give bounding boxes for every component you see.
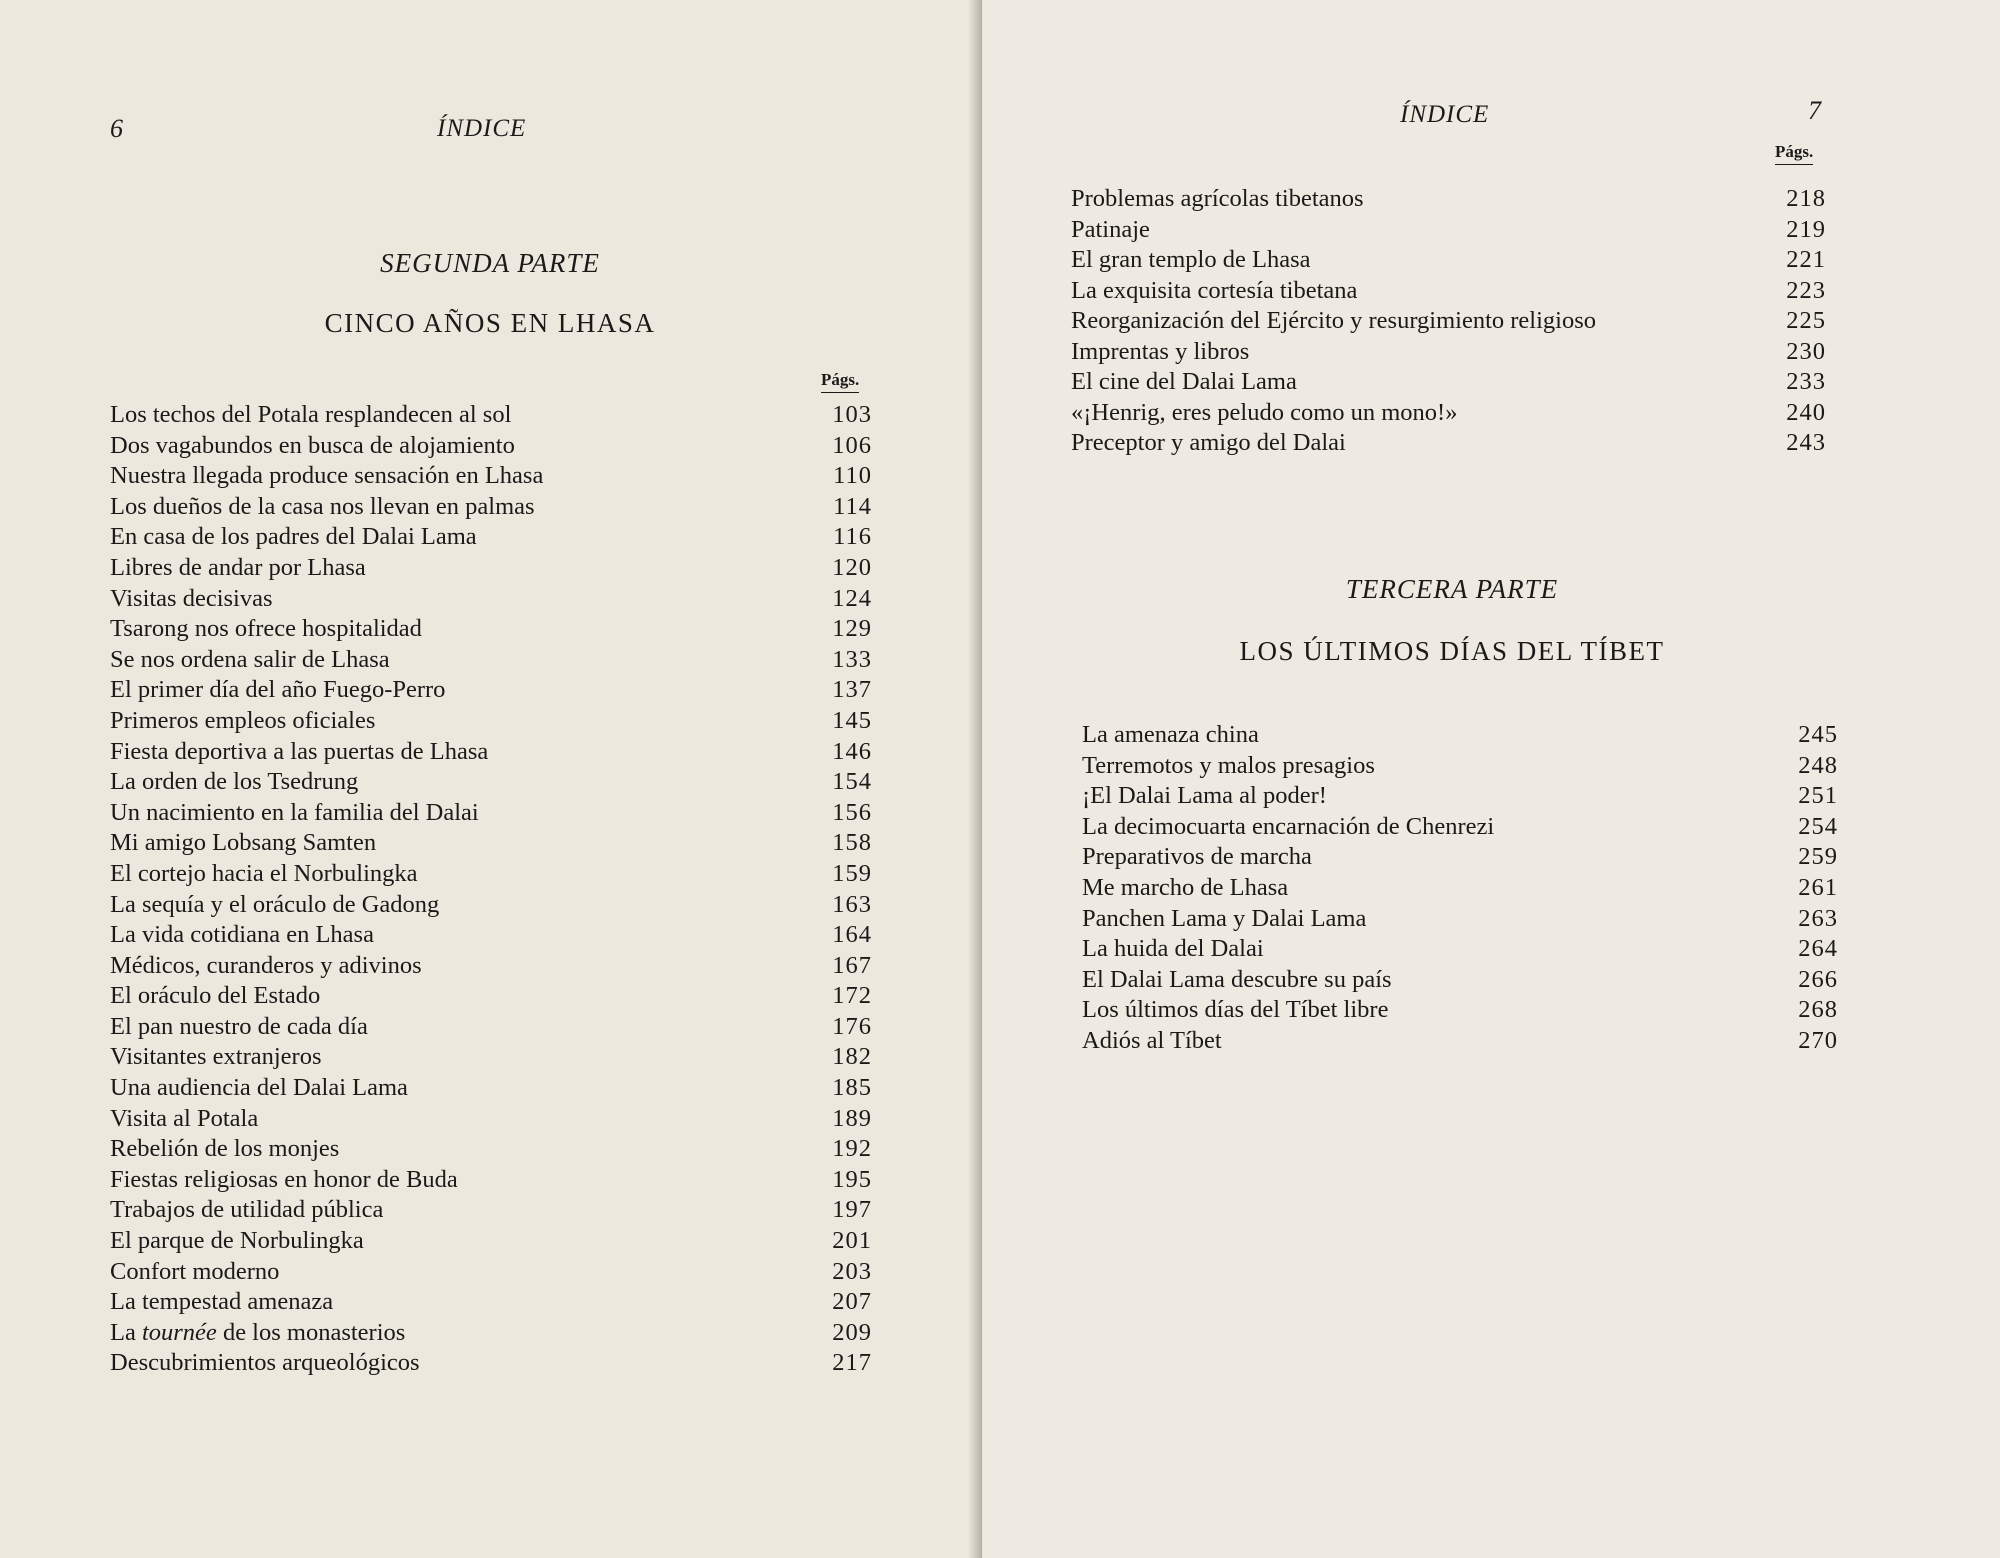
toc-entry-title: Visitas decisivas <box>110 584 273 612</box>
toc-entry-page: 240 <box>1786 398 1826 426</box>
toc-entry-page: 268 <box>1798 996 1838 1024</box>
toc-entry-title: Una audiencia del Dalai Lama <box>110 1074 408 1102</box>
toc-entry-title: Primeros empleos oficiales <box>110 706 376 734</box>
toc-entry-page: 106 <box>832 431 872 459</box>
toc-entry-title: Preparativos de marcha <box>1082 843 1312 871</box>
toc-entry <box>110 645 872 676</box>
toc-entry <box>110 492 872 523</box>
toc-entry <box>1071 306 1826 337</box>
toc-entry-page: 172 <box>832 982 872 1010</box>
toc-entry-page: 223 <box>1786 276 1826 304</box>
toc-entry-page: 201 <box>832 1227 872 1255</box>
toc-entry-page: 217 <box>832 1349 872 1377</box>
toc-entry-page: 219 <box>1786 215 1826 243</box>
table-of-contents-part3 <box>1082 720 1838 1057</box>
toc-entry <box>110 859 872 890</box>
toc-entry <box>110 675 872 706</box>
toc-entry-page: 263 <box>1798 904 1838 932</box>
toc-entry <box>1082 873 1838 904</box>
toc-entry <box>110 828 872 859</box>
toc-entry-title: Rebelión de los monjes <box>110 1135 340 1163</box>
toc-entry-page: 221 <box>1786 246 1826 273</box>
toc-entry <box>110 890 872 921</box>
toc-entry-page: 245 <box>1798 721 1838 748</box>
toc-entry-page: 195 <box>832 1165 872 1193</box>
toc-entry <box>110 1318 872 1349</box>
toc-entry-title: Imprentas y libros <box>1071 337 1250 365</box>
toc-entry-page: 163 <box>832 890 872 918</box>
toc-entry <box>1082 904 1838 935</box>
toc-entry-title: Trabajos de utilidad pública <box>110 1196 384 1224</box>
toc-entry-page: 156 <box>832 798 872 826</box>
toc-entry-title: Descubrimientos arqueológicos <box>110 1349 420 1377</box>
toc-entry-title: El cine del Dalai Lama <box>1071 368 1297 395</box>
toc-entry-page: 266 <box>1798 965 1838 993</box>
toc-entry-page: 167 <box>832 951 872 979</box>
toc-entry-title: El Dalai Lama descubre su país <box>1082 965 1392 993</box>
toc-entry <box>110 1104 872 1135</box>
toc-entry <box>110 767 872 798</box>
toc-entry <box>110 1195 872 1226</box>
pages-column-label: Págs. <box>821 370 859 393</box>
toc-entry <box>110 461 872 492</box>
toc-entry-title: La vida cotidiana en Lhasa <box>110 921 374 949</box>
toc-entry <box>1082 781 1838 812</box>
toc-entry <box>110 553 872 584</box>
part-title: SEGUNDA PARTE <box>380 248 600 278</box>
toc-entry <box>110 1165 872 1196</box>
toc-entry-title: Confort moderno <box>110 1257 280 1285</box>
toc-entry-title: Visita al Potala <box>110 1104 259 1132</box>
toc-entry <box>110 920 872 951</box>
toc-entry-page: 120 <box>832 553 872 581</box>
toc-entry-page: 189 <box>832 1104 872 1132</box>
toc-entry-page: 254 <box>1798 812 1838 840</box>
toc-entry-page: 243 <box>1786 429 1826 456</box>
toc-entry <box>1082 1026 1838 1057</box>
toc-entry-title: ¡El Dalai Lama al poder! <box>1082 782 1327 810</box>
toc-entry-page: 129 <box>832 615 872 643</box>
toc-entry-title: Patinaje <box>1071 215 1150 243</box>
toc-entry <box>1082 934 1838 965</box>
toc-entry-title: Preceptor y amigo del Dalai <box>1071 429 1346 456</box>
toc-entry <box>1082 751 1838 782</box>
toc-entry <box>1071 245 1826 276</box>
toc-entry <box>1071 398 1826 429</box>
toc-entry-title: El gran templo de Lhasa <box>1071 246 1311 273</box>
toc-entry-title: Los últimos días del Tíbet libre <box>1082 996 1389 1024</box>
toc-entry <box>110 737 872 768</box>
toc-entry-page: 182 <box>832 1043 872 1071</box>
toc-entry-page: 154 <box>832 768 872 796</box>
toc-entry-title: Se nos ordena salir de Lhasa <box>110 645 390 673</box>
toc-entry <box>110 584 872 615</box>
toc-entry <box>110 981 872 1012</box>
toc-entry <box>110 951 872 982</box>
toc-entry-page: 133 <box>832 645 872 673</box>
toc-entry-page: 145 <box>832 706 872 734</box>
toc-entry-title: El pan nuestro de cada día <box>110 1012 368 1040</box>
left-page <box>0 0 982 1558</box>
toc-entry <box>1082 812 1838 843</box>
toc-entry-title: Panchen Lama y Dalai Lama <box>1082 904 1367 932</box>
toc-entry-title: Me marcho de Lhasa <box>1082 873 1289 901</box>
toc-entry-title: Problemas agrícolas tibetanos <box>1071 185 1364 212</box>
pages-column-label: Págs. <box>1775 142 1813 165</box>
toc-entry <box>110 1134 872 1165</box>
toc-entry-title: La exquisita cortesía tibetana <box>1071 276 1358 304</box>
toc-entry-page: 159 <box>832 859 872 887</box>
toc-entry <box>1071 215 1826 246</box>
toc-entry-page: 158 <box>832 829 872 857</box>
toc-entry-title: En casa de los padres del Dalai Lama <box>110 523 477 551</box>
toc-entry-title: El parque de Norbulingka <box>110 1227 364 1255</box>
toc-entry-title: Terremotos y malos presagios <box>1082 751 1375 779</box>
toc-entry-title: La tempestad amenaza <box>110 1288 334 1316</box>
toc-entry-title: Los techos del Potala resplandecen al sol <box>110 401 512 428</box>
toc-entry-page: 261 <box>1798 873 1838 901</box>
toc-entry-page: 124 <box>832 584 872 612</box>
toc-entry-title: Visitantes extranjeros <box>110 1043 322 1071</box>
part-subtitle: CINCO AÑOS EN LHASA <box>324 308 656 338</box>
toc-entry-title <box>110 1318 405 1349</box>
toc-entry-title: Fiesta deportiva a las puertas de Lhasa <box>110 737 489 765</box>
toc-entry <box>1082 995 1838 1026</box>
toc-entry-title: La decimocuarta encarnación de Chenrezi <box>1082 812 1495 840</box>
toc-entry-page: 225 <box>1786 307 1826 334</box>
toc-entry-page: 233 <box>1786 368 1826 395</box>
toc-entry <box>1082 842 1838 873</box>
running-head: ÍNDICE <box>1400 101 1490 128</box>
toc-entry <box>110 522 872 553</box>
toc-entry <box>1071 428 1826 459</box>
toc-entry <box>110 400 872 431</box>
toc-entry-page: 146 <box>832 737 872 765</box>
toc-entry-title: Médicos, curanderos y adivinos <box>110 951 422 979</box>
toc-entry-page: 264 <box>1798 935 1838 963</box>
toc-entry <box>110 1226 872 1257</box>
toc-entry-page: 207 <box>832 1288 872 1316</box>
toc-entry-title: Un nacimiento en la familia del Dalai <box>110 798 479 826</box>
toc-entry-page: 259 <box>1798 843 1838 871</box>
toc-entry <box>110 1073 872 1104</box>
toc-entry <box>1071 276 1826 307</box>
toc-entry-title: La sequía y el oráculo de Gadong <box>110 890 440 918</box>
toc-entry-page: 192 <box>832 1135 872 1163</box>
toc-entry-title: Los dueños de la casa nos llevan en palmas <box>110 492 535 520</box>
toc-entry <box>110 1012 872 1043</box>
toc-entry <box>110 706 872 737</box>
toc-entry-title: La amenaza china <box>1082 721 1259 748</box>
toc-entry-page: 164 <box>832 921 872 949</box>
toc-entry-title: Reorganización del Ejército y resurgimiento religioso <box>1071 307 1597 334</box>
page-number: 6 <box>110 114 123 143</box>
toc-entry-title: Tsarong nos ofrece hospitalidad <box>110 615 422 643</box>
toc-entry <box>1071 367 1826 398</box>
toc-entry-title: Libres de andar por Lhasa <box>110 553 366 581</box>
toc-entry <box>110 1348 872 1379</box>
toc-entry-page: 218 <box>1786 185 1826 212</box>
toc-entry-title-post: de los monasterios <box>216 1318 406 1346</box>
toc-entry <box>110 431 872 462</box>
toc-entry <box>110 614 872 645</box>
toc-entry-title: La huida del Dalai <box>1082 935 1264 963</box>
toc-entry-page: 176 <box>832 1012 872 1040</box>
toc-entry-title: El primer día del año Fuego-Perro <box>110 676 446 704</box>
toc-entry-page: 116 <box>833 523 872 551</box>
toc-entry-title: El cortejo hacia el Norbulingka <box>110 859 418 887</box>
toc-entry <box>1071 337 1826 368</box>
toc-entry <box>1071 184 1826 215</box>
toc-entry-title: Fiestas religiosas en honor de Buda <box>110 1165 458 1193</box>
toc-entry-page: 203 <box>832 1257 872 1285</box>
toc-entry <box>1082 965 1838 996</box>
right-page <box>982 0 2000 1558</box>
toc-entry <box>110 1257 872 1288</box>
toc-entry-title: Mi amigo Lobsang Samten <box>110 829 377 857</box>
toc-entry-title: Dos vagabundos en busca de alojamiento <box>110 431 515 459</box>
table-of-contents <box>110 400 872 1379</box>
toc-entry-title: La orden de los Tsedrung <box>110 768 359 796</box>
toc-entry <box>110 1042 872 1073</box>
toc-entry <box>110 1287 872 1318</box>
toc-entry-title: Nuestra llegada produce sensación en Lhasa <box>110 462 544 490</box>
toc-entry-page: 270 <box>1798 1026 1838 1054</box>
toc-entry-page: 230 <box>1786 337 1826 365</box>
toc-entry-title: Adiós al Tíbet <box>1082 1026 1222 1054</box>
table-of-contents <box>1071 184 1826 459</box>
toc-entry-page: 209 <box>832 1318 872 1346</box>
toc-entry-title-pre: La <box>110 1318 142 1346</box>
toc-entry-page: 110 <box>833 462 872 490</box>
running-head: ÍNDICE <box>437 115 527 142</box>
toc-entry-page: 137 <box>832 676 872 704</box>
toc-entry-page: 197 <box>832 1196 872 1224</box>
part-subtitle: LOS ÚLTIMOS DÍAS DEL TÍBET <box>1239 636 1665 666</box>
toc-entry-page: 103 <box>832 401 872 428</box>
part-title: TERCERA PARTE <box>1345 574 1559 604</box>
toc-entry <box>1082 720 1838 751</box>
toc-entry-page: 185 <box>832 1074 872 1102</box>
toc-entry-title: «¡Henrig, eres peludo como un mono!» <box>1071 398 1458 426</box>
toc-entry-title-italic: tournée <box>141 1318 217 1346</box>
toc-entry-title: El oráculo del Estado <box>110 982 321 1010</box>
toc-entry-page: 114 <box>833 492 872 520</box>
toc-entry-page: 251 <box>1798 782 1838 810</box>
page-number: 7 <box>1808 96 1821 125</box>
toc-entry-page: 248 <box>1798 751 1838 779</box>
toc-entry <box>110 798 872 829</box>
